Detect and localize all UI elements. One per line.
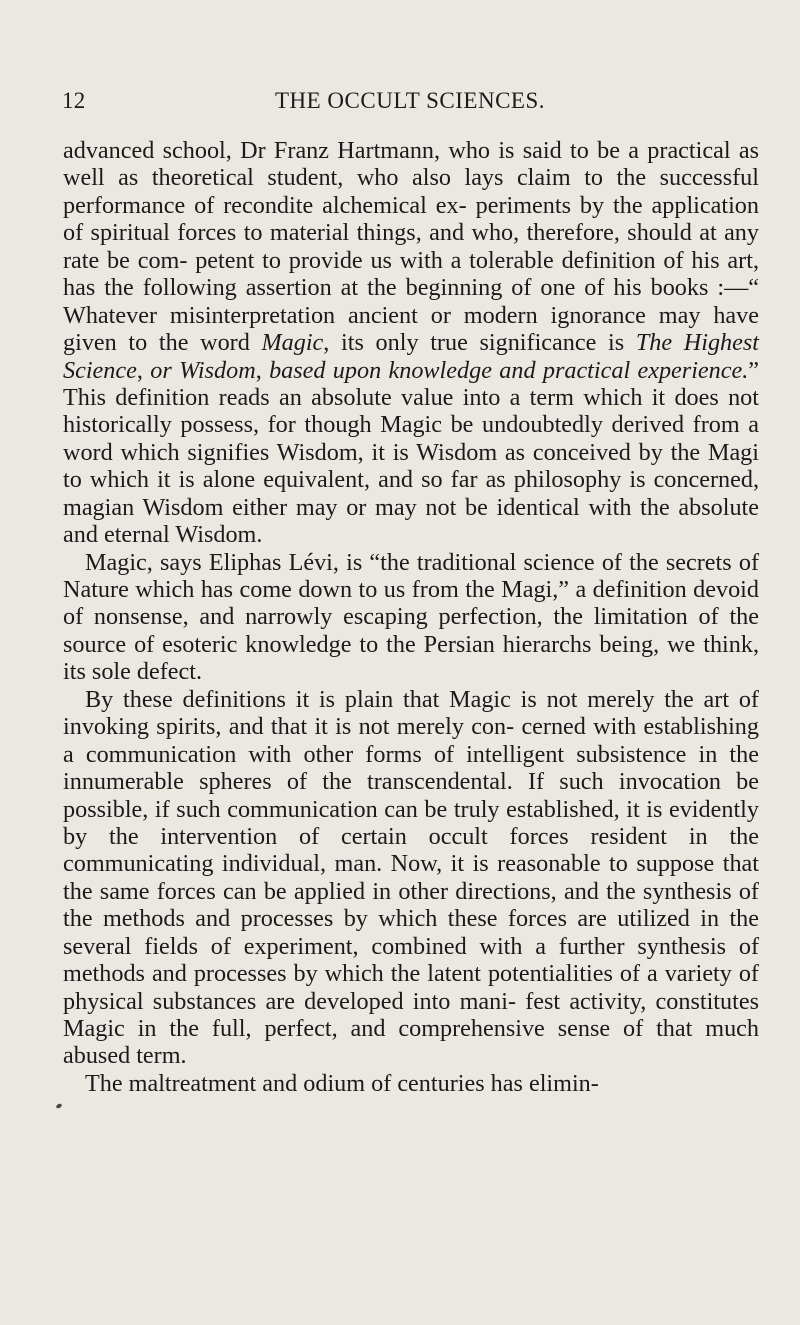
paragraph-3: By these definitions it is plain that Magic is not merely the art of invoking spirits, and that it is not merely con- cerned with establishing a communication with other forms of intelligent subsistence in the innumerable spheres of the transcendental. If such invocation be possible, if such communication can be truly established, it is evidently by the intervention of certain occult forces resident in the communicating individual, man. Now, it is reasonable to suppose that the same forces can be applied in other directions, and the synthesis of the methods and processes by which these forces are utilized in the several fields of experiment, combined with a further synthesis of methods and processes by which the latent potentialities of a variety of physical substances are developed into mani- fest activity, constitutes Magic in the full, perfect, and comprehensive sense of that much abused term.: [63, 685, 759, 1070]
paragraph-1-text-2: , its only true significance is: [323, 329, 636, 357]
paragraph-1: [63, 137, 759, 549]
paragraph-1-text-1: advanced school, Dr Franz Hartmann, who is said to be a practical as well as theoretical student, who also lays claim to the successful performance of recondite alchemical ex- periments by the application of spiritual forces to material things, and who, therefore, should at any rate be com- petent to provide us with a tolerable definition of his art, has the following assertion at the beginning of one of his books :—“ Whatever misinterpretation ancient or modern ignorance may have given to the word: [63, 137, 759, 357]
body-text: [63, 137, 759, 1097]
paragraph-2: Magic, says Eliphas Lévi, is “the traditional science of the secrets of Nature which has come down to us from the Magi,” a definition devoid of nonsense, and narrowly escaping perfection, the limitation of the source of esoteric knowledge to the Persian hierarchs being, we think, its sole defect.: [63, 548, 759, 686]
ink-speck: [55, 1103, 62, 1109]
running-head: [62, 88, 758, 118]
paragraph-1-text-6: ” This definition reads an absolute value into a term which it does not historically possess, for though Magic be undoubtedly derived from a word which signifies Wisdom, it is Wisdom as conceived by the Magi to which it is alone equivalent, and so far as philosophy is concerned, magian Wisdom either may or may not be identical with the absolute and eternal Wisdom.: [63, 356, 760, 549]
page-number: 12: [62, 88, 86, 113]
page-title: THE OCCULT SCIENCES.: [274, 88, 546, 113]
italic-based-upon: based upon knowledge and practical experience.: [269, 356, 749, 384]
paragraph-1-text-3: ,: [136, 356, 151, 384]
italic-magic: Magic: [261, 329, 324, 357]
italic-wisdom: Wisdom: [179, 356, 256, 384]
paragraph-1-text-5: ,: [255, 356, 270, 384]
italic-highest-science: The Highest Science: [63, 329, 760, 384]
paragraph-4: The maltreatment and odium of centuries has elimin-: [85, 1069, 599, 1097]
paragraph-1-text-4: [172, 357, 179, 384]
italic-or: or: [150, 356, 172, 384]
